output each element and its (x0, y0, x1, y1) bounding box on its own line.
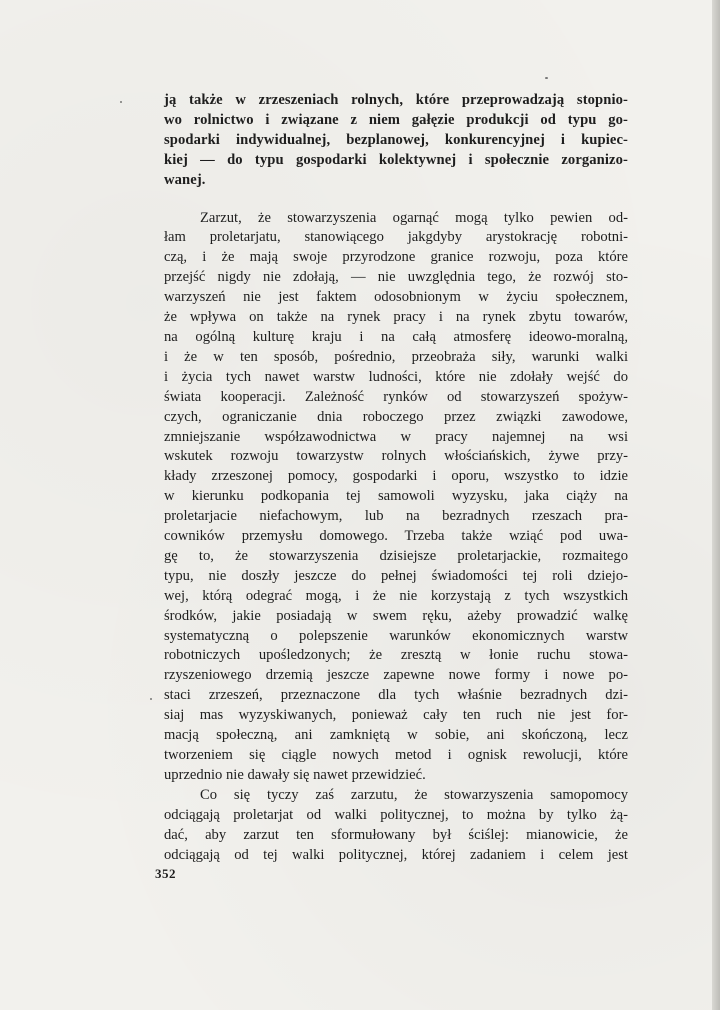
paragraph-2 (164, 209, 628, 786)
text-line: robotniczych upośledzonych; że zresztą w łonie ruchu stowa- (164, 647, 628, 664)
text-line: cowników przemysłu domowego. Trzeba także wziąć pod uwa- (164, 528, 628, 545)
text-line: środków, jakie posiadają w swem ręku, ażeby prowadzić walkę (164, 607, 628, 624)
text-line: Zarzut, że stowarzyszenia ogarnąć mogą tylko pewien od- (200, 209, 628, 226)
text-line: wskutek rozwoju towarzystw rolnych włościańskich, żywe przy- (164, 448, 628, 465)
paragraph-3 (164, 786, 628, 866)
text-line: świata kooperacji. Zależność rynków od stowarzyszeń spożyw- (164, 388, 628, 405)
text-line: wej, którą odegrać mogą, i że nie korzystają z tych wszystkich (164, 587, 628, 604)
page-edge-shadow (712, 0, 720, 1010)
text-line: typu, nie doszły jeszcze do pełnej świadomości tej roli dziejo- (164, 567, 628, 584)
text-line: wo rolnictwo i związane z niem gałęzie produkcji od typu go- (164, 111, 628, 128)
text-line: czych, ograniczanie dnia roboczego przez związki zawodowe, (164, 408, 628, 425)
text-line: rzyszeniowego drzemią jeszcze zapewne nowe formy i nowe po- (164, 667, 628, 684)
text-line: kiej — do typu gospodarki kolektywnej i społecznie zorganizo- (164, 151, 628, 168)
text-line: odciągają proletarjat od walki politycznej, to można by tylko żą- (164, 806, 628, 823)
text-line: na ogólną kulturę kraju i na całą atmosferę ideowo-moralną, (164, 328, 628, 345)
text-line: proletarjacie niefachowym, lub na bezradnych rzeszach pra- (164, 508, 628, 525)
text-line: i że w ten sposób, pośrednio, przeobraża siły, warunki walki (164, 348, 628, 365)
text-line: warzyszeń nie jest faktem odosobnionym w życiu społecznem, (164, 289, 628, 306)
scan-speck (545, 77, 548, 79)
text-line: przejść nigdy nie zdołają, — nie uwzględnia tego, że rozwój sto- (164, 269, 628, 286)
text-line: staci zrzeszeń, przeznaczone dla tych właśnie bezradnych dzi- (164, 687, 628, 704)
text-line: i życia tych nawet warstw ludności, które nie zdołały wejść do (164, 368, 628, 385)
scan-speck (150, 698, 152, 700)
text-line: odciągają od tej walki politycznej, której zadaniem i celem jest (164, 846, 628, 863)
paragraph-1 (164, 91, 628, 191)
text-line: tworzeniem się ciągle nowych metod i ognisk rewolucji, które (164, 747, 628, 763)
text-line: spodarki indywidualnej, bezplanowej, konkurencyjnej i kupiec- (164, 131, 628, 148)
text-line: gę to, że stowarzyszenia dzisiejsze proletarjackie, rozmaitego (164, 547, 628, 564)
text-line: macją społeczną, ani zamkniętą w sobie, ani skończoną, lecz (164, 727, 628, 744)
text-line: w kierunku podkopania tej samowoli wyzysku, jaka ciąży na (164, 488, 628, 505)
text-line: Co się tyczy zaś zarzutu, że stowarzyszenia samopomocy (200, 786, 628, 803)
page-number: 352 (155, 866, 176, 881)
text-line: siaj mas wyzyskiwanych, ponieważ cały ten ruch nie jest for- (164, 707, 628, 724)
body-text (164, 91, 628, 865)
text-line: zmniejszanie współzawodnictwa w pracy najemnej na wsi (164, 428, 628, 445)
text-line: dać, aby zarzut ten sformułowany był ściślej: mianowicie, że (164, 826, 628, 843)
text-line: ją także w zrzeszeniach rolnych, które przeprowadzają stopnio- (164, 92, 628, 108)
scan-speck (120, 101, 122, 103)
text-line: systematyczną o polepszenie warunków ekonomicznych warstw (164, 627, 628, 644)
text-line: wanej. (164, 171, 206, 188)
text-line: że wpływa on także na rynek pracy i na rynek zbytu towarów, (164, 309, 628, 326)
text-line: łam proletarjatu, stanowiącego jakgdyby arystokrację robotni- (164, 229, 628, 246)
text-line: czą, i że mają swoje przyrodzone granice rozwoju, poza które (164, 249, 628, 266)
text-line: kłady zrzeszonej pomocy, gospodarki i oporu, wszystko to idzie (164, 468, 628, 485)
text-line: uprzednio nie dawały się nawet przewidzieć. (164, 766, 426, 783)
